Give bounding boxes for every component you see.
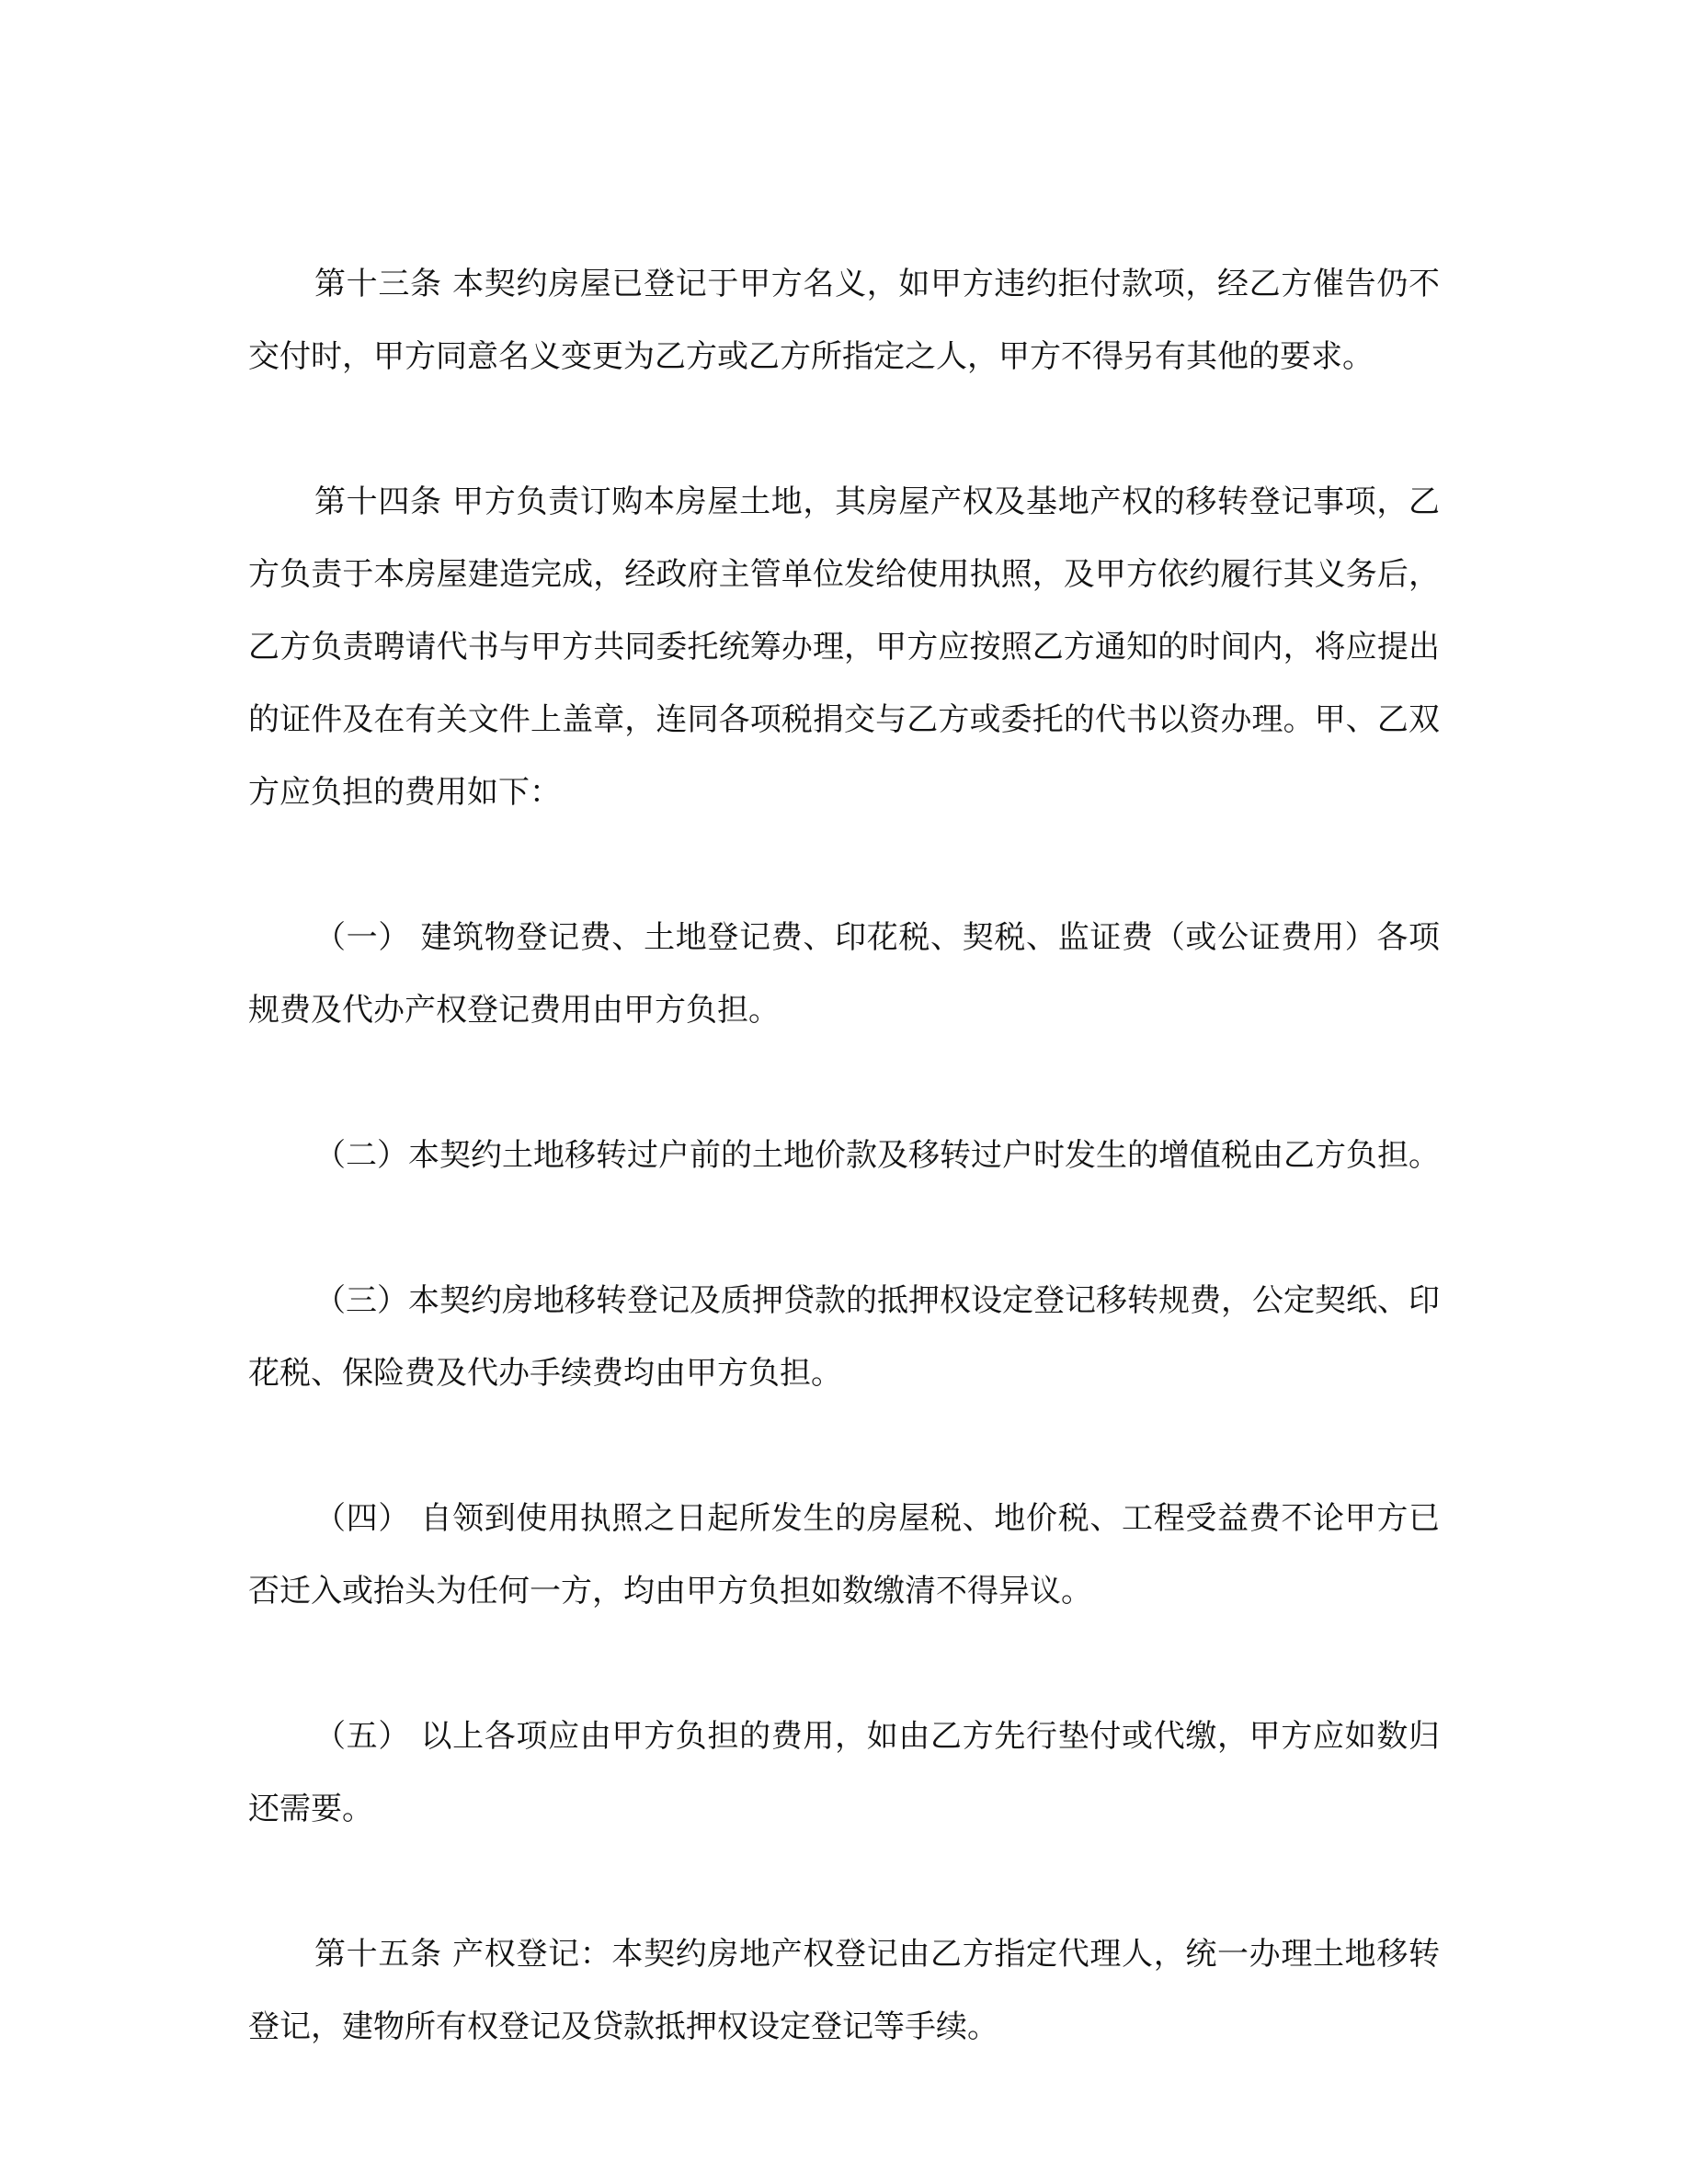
- fee-item-4-paragraph: （四） 自领到使用执照之日起所发生的房屋税、地价税、工程受益费不论甲方已否迁入或抬头为任何一方，均由甲方负担如数缴清不得异议。: [248, 1500, 1440, 1610]
- article-14-paragraph: 第十四条 甲方负责订购本房屋土地，其房屋产权及基地产权的移转登记事项，乙方负责于本房屋建造完成，经政府主管单位发给使用执照，及甲方依约履行其义务后，乙方负责聘请代书与甲方共同委托统筹办理，甲方应按照乙方通知的时间内，将应提出的证件及在有关文件上盖章，连同各项税捐交与乙方或委托的代书以资办理。甲、乙双方应负担的费用如下：: [248, 483, 1440, 811]
- fee-item-1-paragraph: （一） 建筑物登记费、土地登记费、印花税、契税、监证费（或公证费用）各项规费及代办产权登记费用由甲方负担。: [248, 919, 1440, 1029]
- fee-item-3-paragraph: （三）本契约房地移转登记及质押贷款的抵押权设定登记移转规费，公定契纸、印花税、保险费及代办手续费均由甲方负担。: [248, 1282, 1440, 1392]
- document-body: [248, 248, 1440, 2064]
- fee-item-5-paragraph: （五） 以上各项应由甲方负担的费用，如由乙方先行垫付或代缴，甲方应如数归还需要。: [248, 1718, 1440, 1827]
- article-15-paragraph: 第十五条 产权登记：本契约房地产权登记由乙方指定代理人，统一办理土地移转登记，建物所有权登记及贷款抵押权设定登记等手续。: [248, 1936, 1440, 2045]
- fee-item-2-paragraph: （二）本契约土地移转过户前的土地价款及移转过户时发生的增值税由乙方负担。: [314, 1137, 1440, 1174]
- article-13-paragraph: 第十三条 本契约房屋已登记于甲方名义，如甲方违约拒付款项，经乙方催告仍不交付时，甲方同意名义变更为乙方或乙方所指定之人，甲方不得另有其他的要求。: [248, 266, 1440, 375]
